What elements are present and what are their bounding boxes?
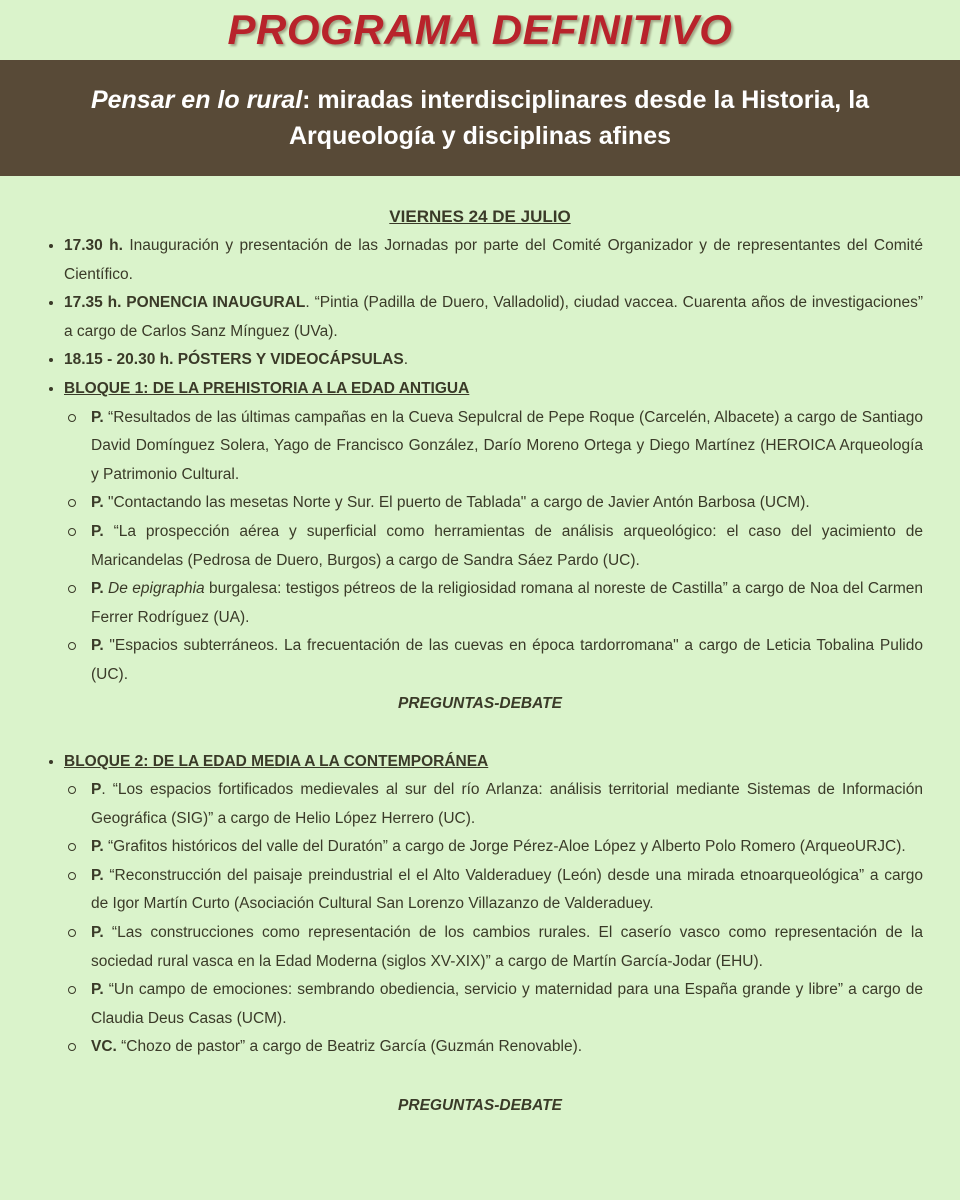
bloque-2-list	[64, 776, 923, 1062]
list-item	[64, 404, 923, 490]
list-item	[64, 976, 923, 1033]
list-item	[0, 289, 960, 346]
program-content	[0, 202, 960, 1120]
item-time: 18.15 - 20.30 h. PÓSTERS Y VIDEOCÁPSULAS	[64, 351, 404, 369]
item-text: burgalesa: testigos pétreos de la religiosidad romana al noreste de Castilla” a cargo de Noa del Carmen Ferrer Rodríguez (UA).	[91, 580, 923, 626]
event-subtitle-rest: : miradas interdisciplinares desde la Historia, la Arqueología y disciplinas afines	[288, 86, 870, 150]
item-text: “Resultados de las últimas campañas en la Cueva Sepulcral de Pepe Roque (Carcelén, Albacete) a cargo de Santiago David Domínguez Solera, Yago de Francisco González, Darío Moreno Ortega y Diego Martínez (HEROICA Arqueología y Patrimonio Cultural.	[91, 408, 923, 483]
item-text: . “Los espacios fortificados medievales al sur del río Arlanza: análisis territorial mediante Sistemas de Información Geográfica (SIG)” a cargo de Helio López Herrero (UC).	[91, 781, 923, 827]
item-text: . “Pintia (Padilla de Duero, Valladolid), ciudad vaccea. Cuarenta años de investigaciones” a cargo de Carlos Sanz Mínguez (UVa).	[64, 294, 923, 340]
item-type: VC.	[91, 1038, 117, 1056]
debate-label: PREGUNTAS-DEBATE	[398, 694, 562, 712]
program-list-2	[0, 748, 960, 1063]
event-subtitle-italic: Pensar en lo rural	[90, 86, 303, 114]
spacer	[0, 718, 960, 748]
item-type: P.	[91, 408, 104, 426]
item-type: P.	[91, 981, 104, 999]
item-text: “Las construcciones como representación de los cambios rurales. El caserío vasco como representación de la sociedad rural vasca en la Edad Moderna (siglos XV-XIX)” a cargo de Martín García-Jodar (EHU).	[91, 924, 923, 970]
item-type: P.	[91, 522, 104, 540]
item-type: P.	[91, 866, 104, 884]
list-item	[64, 833, 923, 862]
item-type: P.	[91, 580, 104, 598]
list-item	[64, 518, 923, 575]
bloque-2-title: BLOQUE 2: DE LA EDAD MEDIA A LA CONTEMPORÁNEA	[64, 752, 489, 770]
item-text: Inauguración y presentación de las Jornadas por parte del Comité Organizador y de representantes del Comité Científico.	[64, 237, 923, 283]
list-item	[0, 232, 960, 289]
item-italic: De epigraphia	[103, 580, 205, 598]
bloque-1-list	[64, 404, 923, 690]
item-type: P	[91, 781, 102, 799]
list-item	[64, 919, 923, 976]
item-type: P.	[91, 637, 104, 655]
program-list	[0, 232, 960, 690]
item-text: "Contactando las mesetas Norte y Sur. El puerto de Tablada" a cargo de Javier Antón Barbosa (UCM).	[103, 494, 810, 512]
list-item	[64, 862, 923, 919]
item-text: "Espacios subterráneos. La frecuentación de las cuevas en época tardorromana" a cargo de Leticia Tobalina Pulido (UC).	[91, 637, 923, 683]
item-text: “Chozo de pastor” a cargo de Beatriz García (Guzmán Renovable).	[116, 1038, 583, 1056]
event-subtitle	[40, 82, 920, 154]
list-item	[64, 489, 923, 518]
item-text: “Reconstrucción del paisaje preindustrial el el Alto Valderaduey (León) desde una mirada etnoarqueológica” a cargo de Igor Martín Curto (Asociación Cultural San Lorenzo Villazanzo de Valderaduey.	[91, 866, 923, 913]
bloque-2	[0, 748, 960, 1063]
item-time: 17.35 h. PONENCIA INAUGURAL	[64, 294, 306, 312]
item-type: P.	[91, 494, 104, 512]
list-item	[64, 575, 923, 632]
item-type: P.	[91, 838, 104, 856]
day-heading: VIERNES 24 DE JULIO	[389, 207, 571, 226]
list-item	[64, 632, 923, 689]
page-title: PROGRAMA DEFINITIVO	[227, 6, 733, 53]
item-text: .	[403, 351, 409, 369]
list-item	[64, 1033, 923, 1062]
item-text: “Un campo de emociones: sembrando obediencia, servicio y maternidad para una España grande y libre” a cargo de Claudia Deus Casas (UCM).	[91, 981, 923, 1027]
debate-label: PREGUNTAS-DEBATE	[398, 1097, 562, 1115]
item-time: 17.30 h.	[64, 237, 123, 254]
event-banner	[0, 60, 960, 176]
item-type: P.	[91, 924, 104, 942]
list-item	[64, 776, 923, 833]
bloque-1-title: BLOQUE 1: DE LA PREHISTORIA A LA EDAD ANTIGUA	[64, 379, 470, 397]
list-item	[0, 346, 960, 375]
item-text: “La prospección aérea y superficial como herramientas de análisis arqueológico: el caso del yacimiento de Maricandelas (Pedrosa de Duero, Burgos) a cargo de Sandra Sáez Pardo (UC).	[91, 522, 923, 569]
spacer	[0, 1062, 960, 1092]
item-text: “Grafitos históricos del valle del Duratón” a cargo de Jorge Pérez-Aloe López y Alberto Polo Romero (ArqueoURJC).	[103, 838, 906, 856]
bloque-1	[0, 375, 960, 690]
